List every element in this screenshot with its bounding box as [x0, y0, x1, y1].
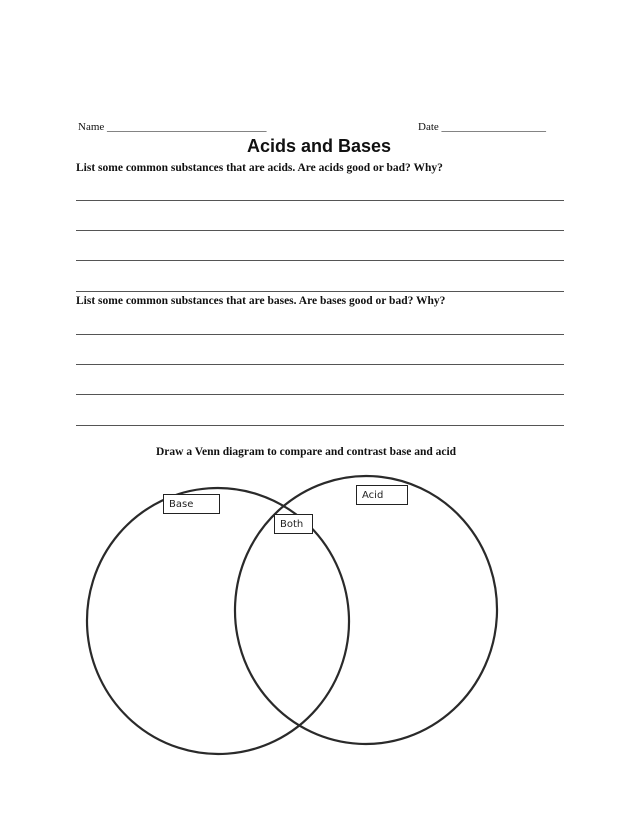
- acid-label: Acid: [362, 489, 384, 501]
- venn-instruction: Draw a Venn diagram to compare and contrast base and acid: [156, 446, 457, 458]
- date-label: Date: [418, 121, 439, 133]
- name-label: Name: [78, 121, 105, 133]
- acid-circle: [228, 469, 504, 750]
- question-bases: List some common substances that are bases. Are bases good or bad? Why?: [76, 295, 446, 307]
- base-label: Base: [169, 498, 194, 510]
- both-label-box: [274, 514, 313, 534]
- page-title: Acids and Bases: [246, 136, 392, 156]
- base-circle: [78, 479, 358, 763]
- date-blank[interactable]: ___________________: [441, 121, 547, 133]
- question-acids: List some common substances that are acids. Are acids good or bad? Why?: [76, 162, 443, 174]
- name-blank[interactable]: _____________________________: [107, 121, 267, 133]
- base-label-box: [163, 494, 220, 514]
- both-label: Both: [280, 518, 304, 530]
- acid-label-box: [356, 485, 408, 505]
